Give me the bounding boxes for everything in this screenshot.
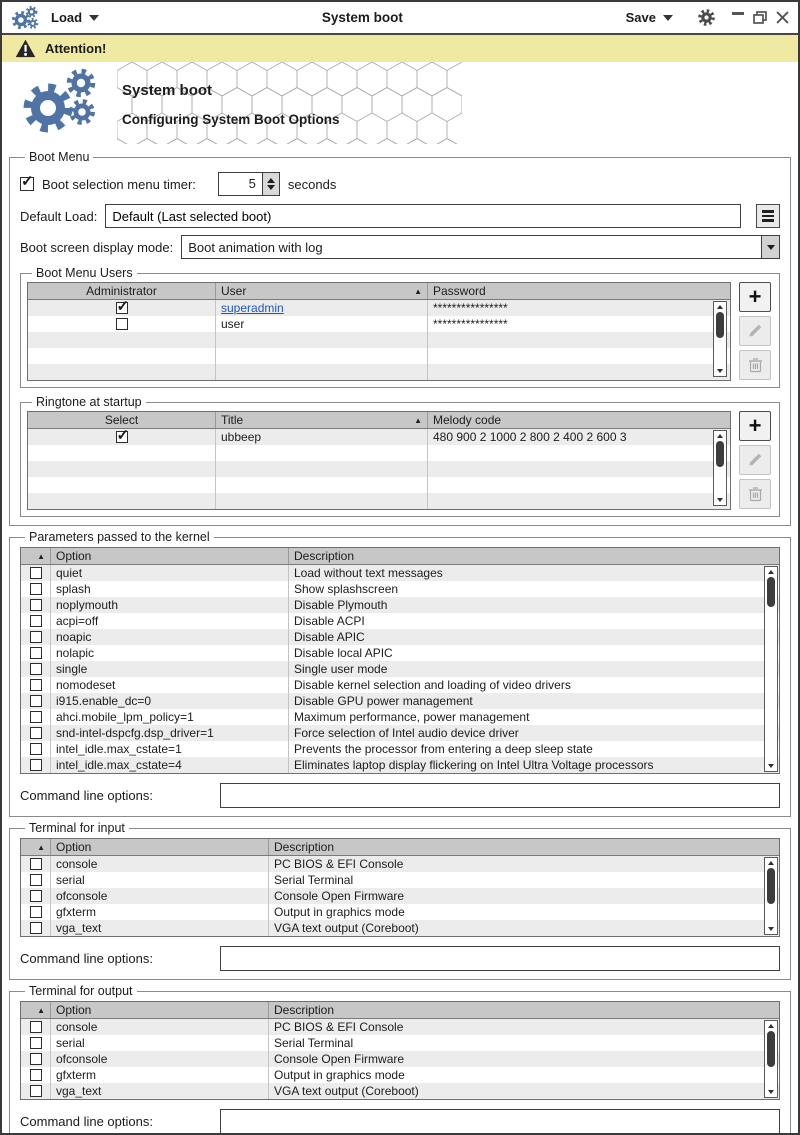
table-row: [28, 461, 730, 477]
timer-unit-label: seconds: [287, 176, 337, 192]
trash-icon: [748, 357, 763, 373]
scroll-up-icon[interactable]: [768, 570, 774, 574]
cell-text: Output in graphics mode: [274, 1068, 405, 1082]
row-checkbox[interactable]: [30, 567, 42, 579]
scroll-down-icon[interactable]: [717, 498, 723, 502]
users-table: [27, 282, 731, 381]
cell-text: nomodeset: [56, 678, 116, 692]
column-header-password[interactable]: Password: [433, 284, 486, 298]
kernel-table-scrollbar[interactable]: [764, 566, 778, 772]
table-row[interactable]: [21, 1051, 779, 1067]
column-header-melody[interactable]: Melody code: [433, 413, 502, 427]
ringtone-table-body: [28, 429, 730, 509]
sort-ascending-icon: [37, 1006, 45, 1015]
column-header-sort[interactable]: [21, 548, 51, 564]
attention-text: Attention!: [45, 41, 107, 56]
row-checkbox[interactable]: [116, 318, 128, 330]
spin-down-icon[interactable]: [267, 185, 275, 190]
minimize-button[interactable]: [732, 12, 744, 15]
cell-text: PC BIOS & EFI Console: [274, 1020, 404, 1034]
display-mode-value: Boot animation with log: [188, 239, 323, 255]
kernel-cmdline-row: [20, 783, 780, 808]
scroll-down-icon[interactable]: [768, 764, 774, 768]
users-table-scrollbar[interactable]: [713, 301, 727, 377]
table-row[interactable]: [21, 888, 779, 904]
table-row[interactable]: [21, 741, 779, 757]
kernel-table-body: [21, 565, 779, 773]
cell-text: noplymouth: [56, 598, 119, 612]
scroll-thumb[interactable]: [767, 577, 775, 607]
cell-text: noapic: [56, 630, 92, 644]
terminal-output-header: [21, 1002, 779, 1019]
users-actions: [739, 282, 773, 380]
row-checkbox[interactable]: [30, 727, 42, 739]
table-row[interactable]: [21, 757, 779, 773]
cell-text: splash: [56, 582, 91, 596]
ringtone-table-scrollbar[interactable]: [713, 430, 727, 506]
boot-menu-fieldset: [9, 150, 791, 526]
display-mode-select[interactable]: [181, 235, 780, 259]
cell-text: ubbeep: [221, 430, 262, 444]
ringtone-table-header: [28, 412, 730, 429]
table-row[interactable]: [21, 920, 779, 936]
column-header-sort[interactable]: [21, 839, 51, 855]
row-checkbox[interactable]: [30, 890, 42, 902]
delete-ringtone-button[interactable]: [739, 479, 771, 509]
row-checkbox[interactable]: [30, 663, 42, 675]
row-checkbox[interactable]: [30, 1037, 42, 1049]
table-row: [28, 477, 730, 493]
scroll-up-icon[interactable]: [768, 861, 774, 865]
cell-text: Eliminates laptop display flickering on Intel Ultra Voltage processors: [294, 758, 654, 772]
add-user-button[interactable]: [739, 282, 771, 312]
table-row[interactable]: [21, 613, 779, 629]
display-mode-label: Boot screen display mode:: [20, 239, 174, 255]
row-checkbox[interactable]: [30, 1069, 42, 1081]
cell-text: ofconsole: [56, 1052, 108, 1066]
cell-text: 480 900 2 1000 2 800 2 400 2 600 3: [433, 430, 627, 444]
timer-checkbox[interactable]: [20, 177, 34, 191]
cell-text: Prevents the processor from entering a deep sleep state: [294, 742, 593, 756]
terminal-output-legend: Terminal for output: [29, 984, 133, 998]
delete-user-button[interactable]: [739, 350, 771, 380]
row-checkbox[interactable]: [30, 759, 42, 771]
row-checkbox[interactable]: [30, 874, 42, 886]
row-checkbox[interactable]: [30, 1085, 42, 1097]
kernel-params-legend: Parameters passed to the kernel: [29, 530, 210, 544]
terminal-input-scrollbar[interactable]: [764, 857, 778, 935]
kernel-table-header: [21, 548, 779, 565]
cell-text: vga_text: [56, 1084, 102, 1098]
table-row[interactable]: [21, 565, 779, 581]
boot-menu-legend: Boot Menu: [29, 150, 90, 164]
table-row: [28, 364, 730, 380]
default-load-input[interactable]: [105, 204, 741, 228]
terminal-input-body: [21, 856, 779, 936]
kernel-cmdline-input[interactable]: [220, 783, 780, 808]
column-header-option[interactable]: Option: [51, 1002, 269, 1018]
pencil-icon: [747, 452, 763, 468]
load-menu-label: Load: [51, 10, 83, 25]
kernel-params-table: [20, 547, 780, 774]
column-header-sort[interactable]: [21, 1002, 51, 1018]
window-controls: [732, 11, 789, 24]
chevron-down-icon: [89, 15, 99, 21]
cell-text: intel_idle.max_cstate=4: [56, 758, 182, 772]
app-gears-icon: [11, 5, 39, 31]
row-checkbox[interactable]: [30, 615, 42, 627]
users-legend: Boot Menu Users: [36, 266, 133, 280]
cell-text: serial: [56, 873, 85, 887]
users-table-body: [28, 300, 730, 380]
cell-text: console: [56, 1020, 98, 1034]
cell-text: acpi=off: [56, 614, 99, 628]
table-row[interactable]: [21, 1083, 779, 1099]
scroll-up-icon[interactable]: [768, 1024, 774, 1028]
terminal-output-cmdline-input[interactable]: [220, 1109, 780, 1134]
cell-text: i915.enable_dc=0: [56, 694, 152, 708]
attention-banner: [2, 35, 798, 62]
row-checkbox[interactable]: [30, 599, 42, 611]
chevron-down-icon: [663, 15, 673, 21]
table-row[interactable]: [21, 629, 779, 645]
terminal-output-cmdline-label: Command line options:: [20, 1114, 153, 1129]
cell-text: Disable APIC: [294, 630, 365, 644]
table-row[interactable]: [28, 429, 730, 445]
cell-text: ****************: [433, 317, 508, 331]
dropdown-button[interactable]: [761, 236, 779, 258]
save-menu-label: Save: [625, 10, 656, 25]
sort-ascending-icon: [410, 287, 422, 296]
scroll-thumb[interactable]: [767, 868, 775, 904]
trash-icon: [748, 486, 763, 502]
cell-text: Disable Plymouth: [294, 598, 388, 612]
column-header-option[interactable]: Option: [51, 548, 289, 564]
cell-text: Disable ACPI: [294, 614, 365, 628]
scroll-thumb[interactable]: [716, 441, 724, 467]
ringtone-legend: Ringtone at startup: [36, 395, 142, 409]
row-checkbox[interactable]: [30, 1021, 42, 1033]
cell-text: gfxterm: [56, 905, 97, 919]
table-row[interactable]: [21, 725, 779, 741]
table-row[interactable]: [21, 597, 779, 613]
column-header-select[interactable]: Select: [28, 412, 216, 428]
cell-text: serial: [56, 1036, 85, 1050]
cell-text: Disable GPU power management: [294, 694, 473, 708]
row-checkbox[interactable]: [116, 431, 128, 443]
default-load-row: [20, 204, 780, 228]
ringtone-fieldset: [20, 395, 780, 517]
timer-row: [20, 172, 780, 196]
cell-text: Show splashscreen: [294, 582, 399, 596]
kernel-cmdline-label: Command line options:: [20, 788, 153, 803]
kernel-params-fieldset: [9, 530, 791, 817]
window-title: System boot: [321, 10, 403, 25]
cell-text: nolapic: [56, 646, 95, 660]
row-checkbox[interactable]: [30, 1053, 42, 1065]
column-header-description[interactable]: Description: [274, 840, 335, 854]
table-row[interactable]: [21, 904, 779, 920]
table-row[interactable]: [21, 1067, 779, 1083]
terminal-output-body: [21, 1019, 779, 1099]
row-checkbox[interactable]: [30, 906, 42, 918]
load-menu-button[interactable]: [45, 8, 105, 27]
table-row: [28, 445, 730, 461]
row-checkbox[interactable]: [30, 631, 42, 643]
scroll-down-icon[interactable]: [768, 1090, 774, 1094]
cell-text: Console Open Firmware: [274, 1052, 405, 1066]
cell-text: Disable kernel selection and loading of video drivers: [294, 678, 571, 692]
save-menu-button[interactable]: [620, 8, 679, 27]
cell-text: intel_idle.max_cstate=1: [56, 742, 182, 756]
page-subtitle: Configuring System Boot Options: [122, 112, 340, 127]
column-header-description[interactable]: Description: [274, 1003, 335, 1017]
cell-text: vga_text: [56, 921, 102, 935]
ringtone-actions: [739, 411, 773, 509]
row-checkbox[interactable]: [30, 647, 42, 659]
cell-text: ****************: [433, 301, 508, 315]
column-header-administrator[interactable]: Administrator: [28, 283, 216, 299]
sort-ascending-icon: [37, 843, 45, 852]
cell-text: Disable local APIC: [294, 646, 393, 660]
cell-text: Output in graphics mode: [274, 905, 405, 919]
timer-spinner[interactable]: [218, 172, 280, 196]
table-row[interactable]: [21, 1035, 779, 1051]
scroll-down-icon[interactable]: [768, 927, 774, 931]
cell-text: Maximum performance, power management: [294, 710, 530, 724]
page-header: [2, 62, 798, 146]
hamburger-icon: [762, 210, 774, 212]
cell-text: snd-intel-dspcfg.dsp_driver=1: [56, 726, 214, 740]
system-boot-gears-icon: [18, 64, 110, 144]
warning-icon: [15, 39, 36, 58]
table-row[interactable]: [21, 1019, 779, 1035]
cell-text: PC BIOS & EFI Console: [274, 857, 404, 871]
close-button[interactable]: [776, 11, 789, 24]
cell-text: ahci.mobile_lpm_policy=1: [56, 710, 194, 724]
column-header-user[interactable]: User ▲: [216, 283, 428, 299]
table-row[interactable]: [21, 856, 779, 872]
table-row: [28, 332, 730, 348]
users-table-header: [28, 283, 730, 300]
cell-text: console: [56, 857, 98, 871]
column-header-title[interactable]: Title ▲: [216, 412, 428, 428]
terminal-input-legend: Terminal for input: [29, 821, 125, 835]
pencil-icon: [747, 323, 763, 339]
table-row[interactable]: [28, 316, 730, 332]
chevron-down-icon: [767, 245, 775, 250]
cell-text: quiet: [56, 566, 83, 580]
table-row[interactable]: [21, 709, 779, 725]
edit-ringtone-button[interactable]: [739, 445, 771, 475]
timer-label: Boot selection menu timer:: [42, 176, 196, 192]
cell-text: Load without text messages: [294, 566, 443, 580]
table-row[interactable]: [21, 645, 779, 661]
terminal-input-header: [21, 839, 779, 856]
cell-text: VGA text output (Coreboot): [274, 1084, 419, 1098]
terminal-output-cmdline-row: [20, 1109, 780, 1134]
scroll-up-icon[interactable]: [717, 434, 723, 438]
table-row[interactable]: [21, 872, 779, 888]
scroll-down-icon[interactable]: [717, 369, 723, 373]
cell-text: Serial Terminal: [274, 1036, 354, 1050]
table-row[interactable]: [21, 581, 779, 597]
terminal-input-cmdline-input[interactable]: [220, 946, 780, 971]
sort-ascending-icon: [37, 552, 45, 561]
spin-up-icon[interactable]: [267, 178, 275, 183]
page-title: System boot: [122, 82, 213, 99]
terminal-output-fieldset: [9, 984, 791, 1135]
default-load-label: Default Load:: [20, 208, 98, 224]
row-checkbox[interactable]: [30, 922, 42, 934]
edit-user-button[interactable]: [739, 316, 771, 346]
table-row[interactable]: [28, 300, 730, 316]
row-checkbox[interactable]: [30, 743, 42, 755]
terminal-input-cmdline-row: [20, 946, 780, 971]
cell-text: single: [56, 662, 88, 676]
default-load-menu-button[interactable]: [756, 204, 780, 228]
column-header-option[interactable]: Option: [51, 839, 269, 855]
add-ringtone-button[interactable]: [739, 411, 771, 441]
terminal-output-scrollbar[interactable]: [764, 1020, 778, 1098]
table-row[interactable]: [21, 677, 779, 693]
row-checkbox[interactable]: [30, 858, 42, 870]
row-checkbox[interactable]: [30, 583, 42, 595]
terminal-input-table: [20, 838, 780, 937]
display-mode-row: [20, 235, 780, 259]
row-checkbox[interactable]: [30, 679, 42, 691]
title-bar: [2, 2, 798, 35]
timer-value: 5: [248, 176, 256, 191]
cell-text: ofconsole: [56, 889, 108, 903]
scroll-up-icon[interactable]: [717, 305, 723, 309]
scroll-thumb[interactable]: [767, 1031, 775, 1067]
row-checkbox[interactable]: [30, 695, 42, 707]
cell-text: user: [221, 317, 245, 331]
table-row: [28, 493, 730, 509]
cell-text: Serial Terminal: [274, 873, 354, 887]
cell-text: VGA text output (Coreboot): [274, 921, 419, 935]
cell-text: Force selection of Intel audio device driver: [294, 726, 519, 740]
cell-text: Single user mode: [294, 662, 388, 676]
table-row[interactable]: [21, 693, 779, 709]
table-row[interactable]: [21, 661, 779, 677]
settings-gear-icon[interactable]: [697, 8, 716, 27]
maximize-button[interactable]: [753, 11, 767, 24]
sort-ascending-icon: [410, 416, 422, 425]
scroll-thumb[interactable]: [716, 312, 724, 338]
terminal-input-fieldset: [9, 821, 791, 980]
row-checkbox[interactable]: [116, 302, 128, 314]
user-link[interactable]: superadmin: [221, 301, 284, 315]
users-fieldset: [20, 266, 780, 388]
ringtone-table: [27, 411, 731, 510]
row-checkbox[interactable]: [30, 711, 42, 723]
column-header-description[interactable]: Description: [294, 549, 355, 563]
spinner-buttons[interactable]: [262, 173, 279, 195]
terminal-output-table: [20, 1001, 780, 1100]
cell-text: gfxterm: [56, 1068, 97, 1082]
cell-text: Console Open Firmware: [274, 889, 405, 903]
terminal-input-cmdline-label: Command line options:: [20, 951, 153, 966]
table-row: [28, 348, 730, 364]
